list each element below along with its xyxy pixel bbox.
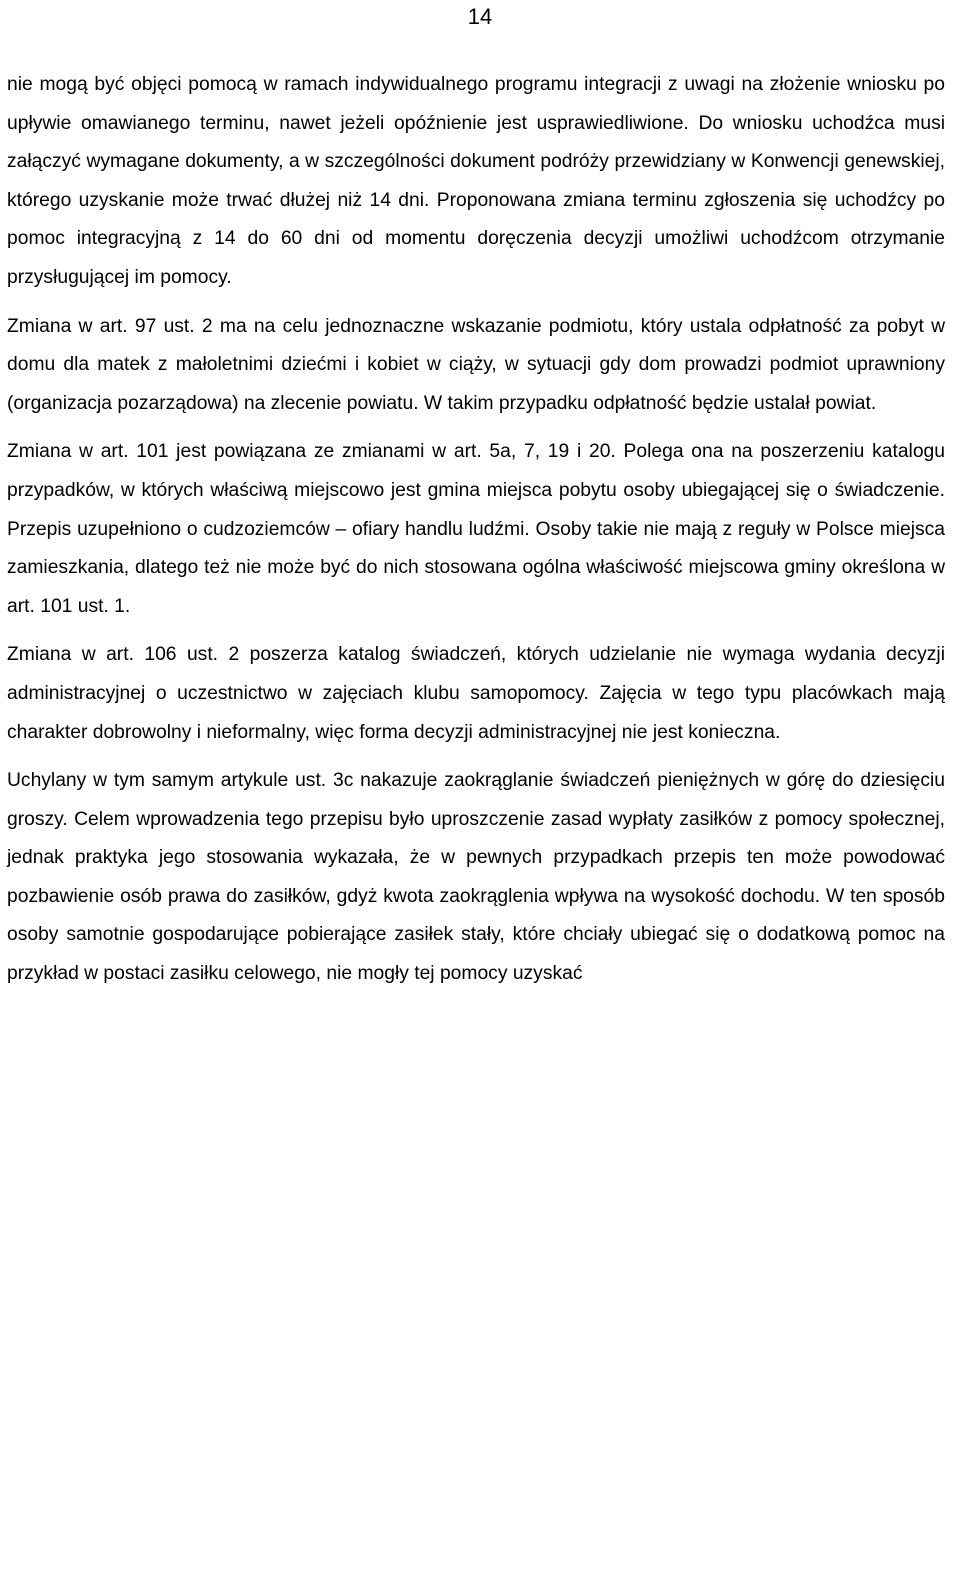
page-number: 14 (467, 4, 493, 29)
paragraph-3: Zmiana w art. 101 jest powiązana ze zmianami w art. 5a, 7, 19 i 20. Polega ona na poszerzeniu katalogu przypadków, w których właściwą miejscowo jest gmina miejsca pobytu osoby ubiegającej się o świadczenie. Przepis uzupełniono o cudzoziemców – ofiary handlu ludźmi. Osoby takie nie mają z reguły w Polsce miejsca zamieszkania, dlatego też nie może być do nich stosowana ogólna właściwość miejscowa gminy określona w art. 101 ust. 1. (7, 441, 945, 617)
paragraph-2: Zmiana w art. 97 ust. 2 ma na celu jednoznaczne wskazanie podmiotu, który ustala odpłatność za pobyt w domu dla matek z małoletnimi dziećmi i kobiet w ciąży, w sytuacji gdy dom prowadzi podmiot uprawniony (organizacja pozarządowa) na zlecenie powiatu. W takim przypadku odpłatność będzie ustalał powiat. (7, 315, 945, 414)
document-body (7, 66, 945, 994)
paragraph-1: nie mogą być objęci pomocą w ramach indywidualnego programu integracji z uwagi na złożenie wniosku po upływie omawianego terminu, nawet jeżeli opóźnienie jest usprawiedliwione. Do wniosku uchodźca musi załączyć wymagane dokumenty, a w szczególności dokument podróży przewidziany w Konwencji genewskiej, którego uzyskanie może trwać dłużej niż 14 dni. Proponowana zmiana terminu zgłoszenia się uchodźcy po pomoc integracyjną z 14 do 60 dni od momentu doręczenia decyzji umożliwi uchodźcom otrzymanie przysługującej im pomocy. (7, 74, 945, 288)
paragraph-5: Uchylany w tym samym artykule ust. 3c nakazuje zaokrąglanie świadczeń pieniężnych w górę do dziesięciu groszy. Celem wprowadzenia tego przepisu było uproszczenie zasad wypłaty zasiłków z pomocy społecznej, jednak praktyka jego stosowania wykazała, że w pewnych przypadkach przepis ten może powodować pozbawienie osób prawa do zasiłków, gdyż kwota zaokrąglenia wpływa na wysokość dochodu. W ten sposób osoby samotnie gospodarujące pobierające zasiłek stały, które chciały ubiegać się o dodatkową pomoc na przykład w postaci zasiłku celowego, nie mogły tej pomocy uzyskać (7, 770, 945, 985)
paragraph-4: Zmiana w art. 106 ust. 2 poszerza katalog świadczeń, których udzielanie nie wymaga wydania decyzji administracyjnej o uczestnictwo w zajęciach klubu samopomocy. Zajęcia w tego typu placówkach mają charakter dobrowolny i nieformalny, więc forma decyzji administracyjnej nie jest konieczna. (7, 644, 945, 743)
